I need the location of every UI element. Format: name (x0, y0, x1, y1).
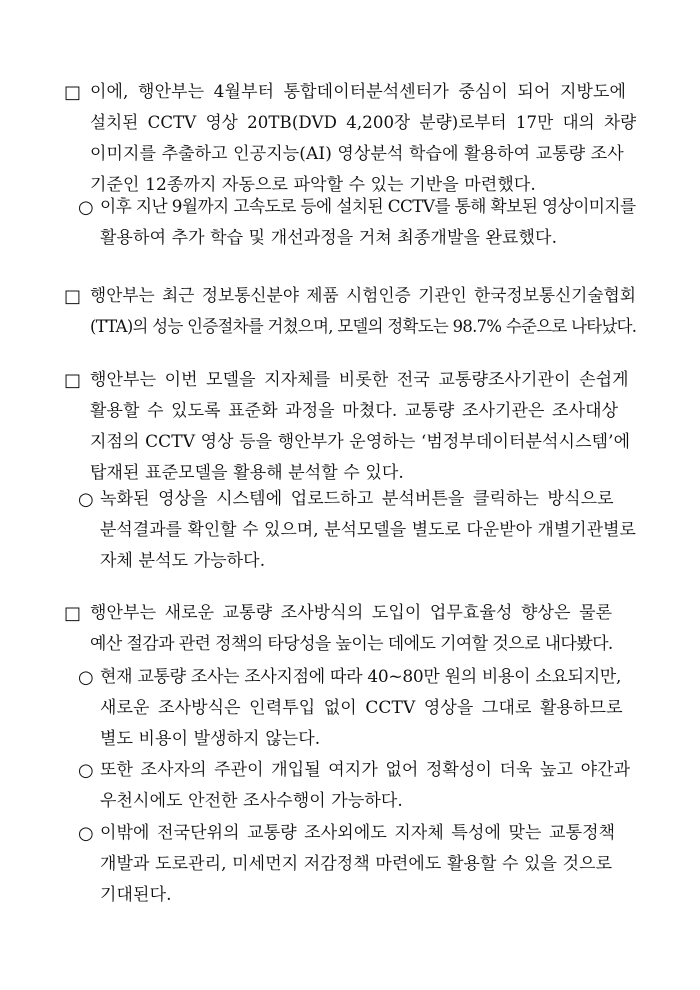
text-line: 행안부는 최근 정보통신분야 제품 시험인증 기관인 한국정보통신기술협회 (90, 286, 637, 306)
text-line: 별도 비용이 발생하지 않는다. (100, 729, 321, 749)
text-line: 기준인 12종까지 자동으로 파악할 수 있는 기반을 마련했다. (90, 175, 536, 195)
section-paragraph (0, 598, 700, 660)
text-line: 녹화된 영상을 시스템에 업로드하고 분석버튼을 클릭하는 방식으로 (100, 489, 614, 509)
text-line: 현재 교통량 조사는 조사지점에 따라 40~80만 원의 비용이 소요되지만, (100, 667, 622, 687)
text-line: 우천시에도 안전한 조사수행이 가능하다. (100, 791, 403, 811)
text-line: 활용할 수 있도록 표준화 과정을 마쳤다. 교통량 조사기관은 조사대상 (90, 401, 619, 421)
circle-bullet-icon: ○ (78, 667, 94, 688)
text-line: 이후 지난 9월까지 고속도로 등에 설치된 CCTV를 통해 확보된 영상이미지를 (100, 197, 636, 217)
text-line: 지점의 CCTV 영상 등을 행안부가 운영하는 ‘범정부데이터분석시스템’에 (90, 432, 631, 452)
sub-bullet-paragraph (0, 484, 700, 577)
circle-bullet-icon: ○ (78, 823, 94, 844)
sub-bullet-paragraph (0, 755, 700, 817)
section-paragraph (0, 77, 700, 201)
text-line: 새로운 조사방식은 인력투입 없이 CCTV 영상을 그대로 활용하므로 (100, 698, 623, 718)
text-line: 행안부는 새로운 교통량 조사방식의 도입이 업무효율성 향상은 물론 (90, 603, 613, 623)
section-paragraph (0, 365, 700, 489)
text-line: 설치된 CCTV 영상 20TB(DVD 4,200장 분량)로부터 17만 대의 차량 (90, 113, 637, 133)
text-line: 행안부는 이번 모델을 지자체를 비롯한 전국 교통량조사기관이 손쉽게 (90, 370, 629, 390)
text-line: 이밖에 전국단위의 교통량 조사외에도 지자체 특성에 맞는 교통정책 (100, 823, 616, 843)
text-line: 이에, 행안부는 4월부터 통합데이터분석센터가 중심이 되어 지방도에 (90, 82, 627, 102)
text-line: 이미지를 추출하고 인공지능(AI) 영상분석 학습에 활용하여 교통량 조사 (90, 144, 624, 164)
text-line: 또한 조사자의 주관이 개입될 여지가 없어 정확성이 더욱 높고 야간과 (100, 760, 631, 780)
text-line: 예산 절감과 관련 정책의 타당성을 높이는 데에도 기여할 것으로 내다봤다. (90, 634, 613, 654)
square-bullet-icon: □ (64, 286, 82, 307)
text-line: 탑재된 표준모델을 활용해 분석할 수 있다. (90, 463, 404, 483)
sub-bullet-paragraph (0, 192, 700, 254)
square-bullet-icon: □ (64, 370, 82, 391)
text-line: 자체 분석도 가능하다. (100, 551, 266, 571)
text-line: 개발과 도로관리, 미세먼지 저감정책 마련에도 활용할 수 있을 것으로 (100, 854, 613, 874)
square-bullet-icon: □ (64, 603, 82, 624)
circle-bullet-icon: ○ (78, 760, 94, 781)
section-paragraph (0, 281, 700, 343)
sub-bullet-paragraph (0, 662, 700, 755)
sub-bullet-paragraph (0, 818, 700, 911)
circle-bullet-icon: ○ (78, 489, 94, 510)
text-line: 활용하여 추가 학습 및 개선과정을 거쳐 최종개발을 완료했다. (100, 228, 558, 248)
text-line: (TTA)의 성능 인증절차를 거쳤으며, 모델의 정확도는 98.7% 수준으로 나타났다. (90, 317, 637, 337)
square-bullet-icon: □ (64, 82, 82, 103)
text-line: 분석결과를 확인할 수 있으며, 분석모델을 별도로 다운받아 개별기관별로 (100, 520, 636, 540)
text-line: 기대된다. (100, 885, 172, 905)
circle-bullet-icon: ○ (78, 197, 94, 218)
